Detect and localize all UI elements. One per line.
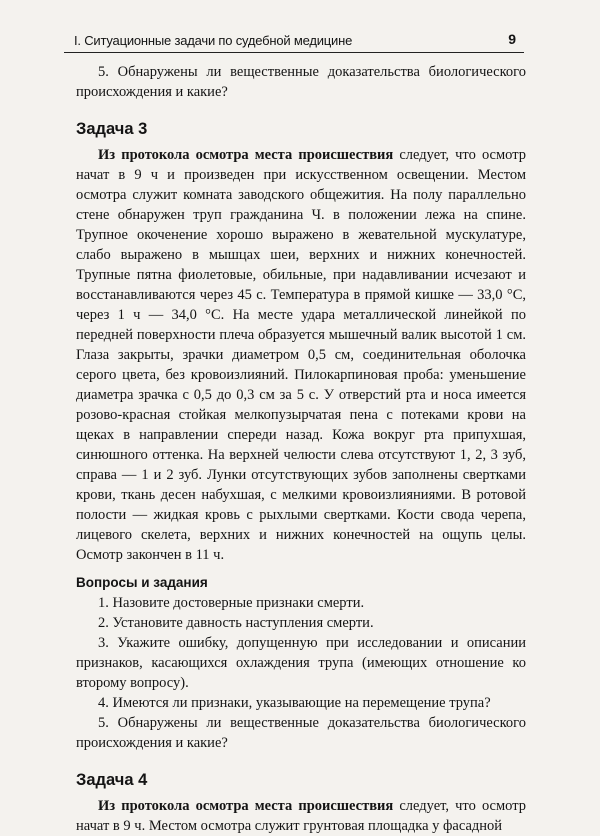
task-3-text <box>76 145 526 565</box>
question-item: 2. Установите давность наступления смерти. <box>98 615 374 631</box>
page-content <box>76 62 526 836</box>
question-item: 1. Назовите достоверные признаки смерти. <box>98 595 365 611</box>
question-item: 4. Имеются ли признаки, указывающие на перемещение трупа? <box>98 695 491 711</box>
carry-over-question: 5. Обнаружены ли вещественные доказательства биологического происхождения и какие? <box>76 64 526 100</box>
questions-heading: Вопросы и задания <box>76 575 208 590</box>
question-item: 3. Укажите ошибку, допущенную при исследовании и описании признаков, касающихся охлаждения трупа (имеющих отношение ко второму вопросу). <box>76 635 526 691</box>
question-item: 5. Обнаружены ли вещественные доказательства биологического происхождения и какие? <box>76 715 526 751</box>
page-number: 9 <box>508 31 516 47</box>
task-4-lead: Из протокола осмотра места происшествия <box>98 798 394 814</box>
task-3-lead: Из протокола осмотра места происшествия <box>98 147 394 163</box>
task-4-title: Задача 4 <box>76 771 148 789</box>
running-header <box>64 30 524 53</box>
header-title: I. Ситуационные задачи по судебной медицине <box>74 33 353 48</box>
task-3-body: следует, что осмотр начат в 9 ч и произведен при искусственном освещении. Местом осмотра служит комната заводского общежития. На полу параллельно стене обнаружен труп гражданина Ч. в положении лежа на спине. Трупное окоченение хорошо выражено в жевательной мускулатуре, слабо выражено в мышцах шеи, верхних и нижних конечностей. Трупные пятна фиолетовые, обильные, при надавливании исчезают и восстанавливаются через 45 с. Температура в прямой кишке — 33,0 °С, через 1 ч — 34,0 °С. На месте удара металлической линейкой по передней поверхности плеча образуется мышечный валик высотой 1 см. Глаза закрыты, зрачки диаметром 0,5 см, соединительная оболочка серого цвета, без кровоизлияний. Пилокарпиновая проба: уменьшение диаметра зрачка с 0,5 до 0,3 см за 5 с. У отверстий рта и носа имеется розово-красная стойкая мелкопузырчатая пена с потеками крови на щеках в направлении спереди назад. Кожа вокруг рта припухшая, синюшного оттенка. На верхней челюсти слева отсутствуют 1, 2, 3 зуб, справа — 1 и 2 зуб. Лунки отсутствующих зубов заполнены свертками крови, ткань десен набухшая, с мелкими кровоизлияниями. В ротовой полости — жидкая кровь с рыхлыми свертками. Кости свода черепа, лицевого скелета, верхних и нижних конечностей на ощупь целы. Осмотр закончен в 11 ч. <box>76 147 526 563</box>
task-4-body: следует, что осмотр начат в 9 ч. Местом осмотра служит грунтовая площадка у фасадной <box>76 798 526 834</box>
task-4-text <box>76 796 526 836</box>
task-3-title: Задача 3 <box>76 120 148 138</box>
